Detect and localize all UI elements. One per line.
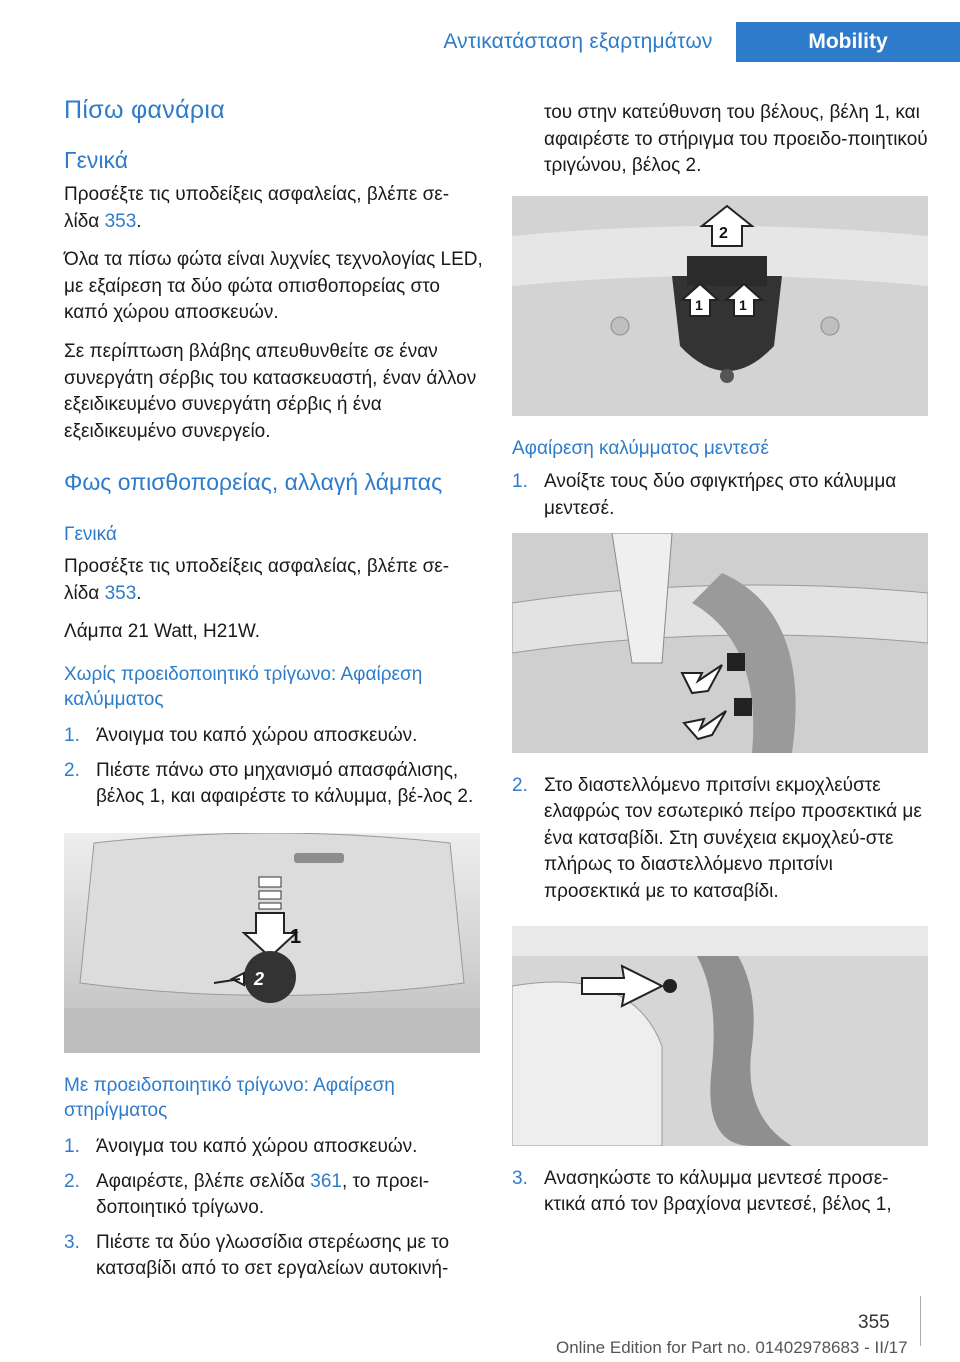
step-number: 3. [64,1231,80,1253]
page-link-353[interactable]: 353 [104,210,137,232]
arrow-label-1b: 1 [739,296,747,313]
hinge-steps-b [512,773,928,906]
triangle-bracket-figure [512,196,928,416]
step-number: 2. [512,774,528,796]
step-number: 2. [64,759,80,781]
safety-note-paragraph [64,182,484,235]
hinge-cover-heading: Αφαίρεση καλύμματος μεντεσέ [512,437,769,459]
bulb-spec: Λάμπα 21 Watt, H21W. [64,621,261,643]
hinge-clamps-figure [512,533,928,753]
chapter-tab[interactable]: Mobility [736,22,960,62]
step-text: Άνοιγμα του καπό χώρου αποσκευών. [96,725,418,747]
page-link-353-b[interactable]: 353 [104,582,137,604]
led-paragraph: Όλα τα πίσω φώτα είναι λυχνίες τεχνολογίας LED, με εξαίρεση τα δύο φώτα οπισθοπορείας στο καπό χώρου αποσκευών. [64,249,483,324]
footer-divider [920,1296,921,1346]
expansion-rivet-figure [512,926,928,1146]
step-text: Στο διαστελλόμενο πριτσίνι εκμοχλεύστε ελαφρώς τον εσωτερικό πείρο προσεκτικά με ένα κατσαβίδι. Στη συνέχεια εκμοχλεύ-στε πλήρως το διαστελλόμενο πριτσίνι προσεκτικά με το κατσαβίδι. [544,774,922,902]
period: . [136,210,142,232]
step-text-post: , το προει-δοποιητικό τρίγωνο. [96,1170,430,1219]
arrow-label-2: 2 [254,968,265,989]
period-2: . [136,582,142,604]
edition-note: Online Edition for Part no. 01402978683 - II/17 [556,1338,908,1357]
with-triangle-steps [64,1134,484,1283]
safety-note-paragraph-2 [64,554,484,607]
reverse-general-heading: Γενικά [64,524,117,546]
page-number: 355 [858,1312,890,1333]
safety-note-text-2: Προσέξτε τις υποδείξεις ασφαλείας, βλέπε σε-λίδα [64,555,450,604]
service-paragraph: Σε περίπτωση βλάβης απευθυνθείτε σε έναν συνεργάτη σέρβις του κατασκευαστή, έναν άλλον εξειδικευμένο συνεργάτη σέρβις ή ένα εξειδικευμένο συνεργείο. [64,340,477,442]
step-number: 1. [512,471,528,493]
step-number: 3. [512,1167,528,1189]
no-triangle-heading: Χωρίς προειδοποιητικό τρίγωνο: Αφαίρεση καλύμματος [64,663,423,711]
list-item [64,1134,484,1161]
list-item [64,1230,484,1283]
list-item [512,773,928,906]
step-text: Ανοίξτε τους δύο σφιγκτήρες στο κάλυμμα μεντεσέ. [544,471,897,520]
step-number: 1. [64,1136,80,1158]
list-item [64,1169,484,1222]
arrow-label-1: 1 [290,925,302,948]
right-column [512,96,928,1229]
step-text: Αφαιρέστε, βλέπε σελίδα [96,1170,311,1192]
general-heading: Γενικά [64,147,129,173]
arrow-label-1a: 1 [695,296,703,313]
list-item [512,469,928,522]
list-item [64,723,484,750]
step-number: 2. [64,1170,80,1192]
continuation-paragraph: του στην κατεύθυνση του βέλους, βέλη 1, και αφαιρέστε το στήριγμα του προειδο-ποιητικού τριγώνου, βέλος 2. [544,102,928,177]
page-title: Πίσω φανάρια [64,96,225,124]
safety-note-text: Προσέξτε τις υποδείξεις ασφαλείας, βλέπε σε-λίδα [64,184,450,232]
step-text: Πιέστε πάνω στο μηχανισμό απασφάλισης, βέλος 1, και αφαιρέστε το κάλυμμα, βέ-λος 2. [96,759,474,808]
step-text: Άνοιγμα του καπό χώρου αποσκευών. [96,1136,418,1158]
reverse-light-title: Φως οπισθοπορείας, αλλαγή λάμπας [64,469,443,496]
hinge-steps-a [512,469,928,522]
no-triangle-steps [64,723,484,811]
with-triangle-heading: Με προειδοποιητικό τρίγωνο: Αφαίρεση στηρίγματος [64,1074,395,1122]
step-number: 1. [64,725,80,747]
left-column [64,96,484,1293]
trunk-cover-figure [64,833,480,1053]
page-link-361[interactable]: 361 [310,1170,342,1192]
section-title: Αντικατάσταση εξαρτημάτων [443,30,713,53]
hinge-steps-c [512,1166,928,1219]
arrow-label-2: 2 [719,224,728,242]
list-item [512,1166,928,1219]
step-text: Ανασηκώστε το κάλυμμα μεντεσέ προσε-κτικά από τον βραχίονα μεντεσέ, βέλος 1, [544,1167,892,1216]
list-item [64,758,484,811]
step-text: Πιέστε τα δύο γλωσσίδια στερέωσης με το κατσαβίδι από το σετ εργαλείων αυτοκινή- [96,1231,450,1280]
